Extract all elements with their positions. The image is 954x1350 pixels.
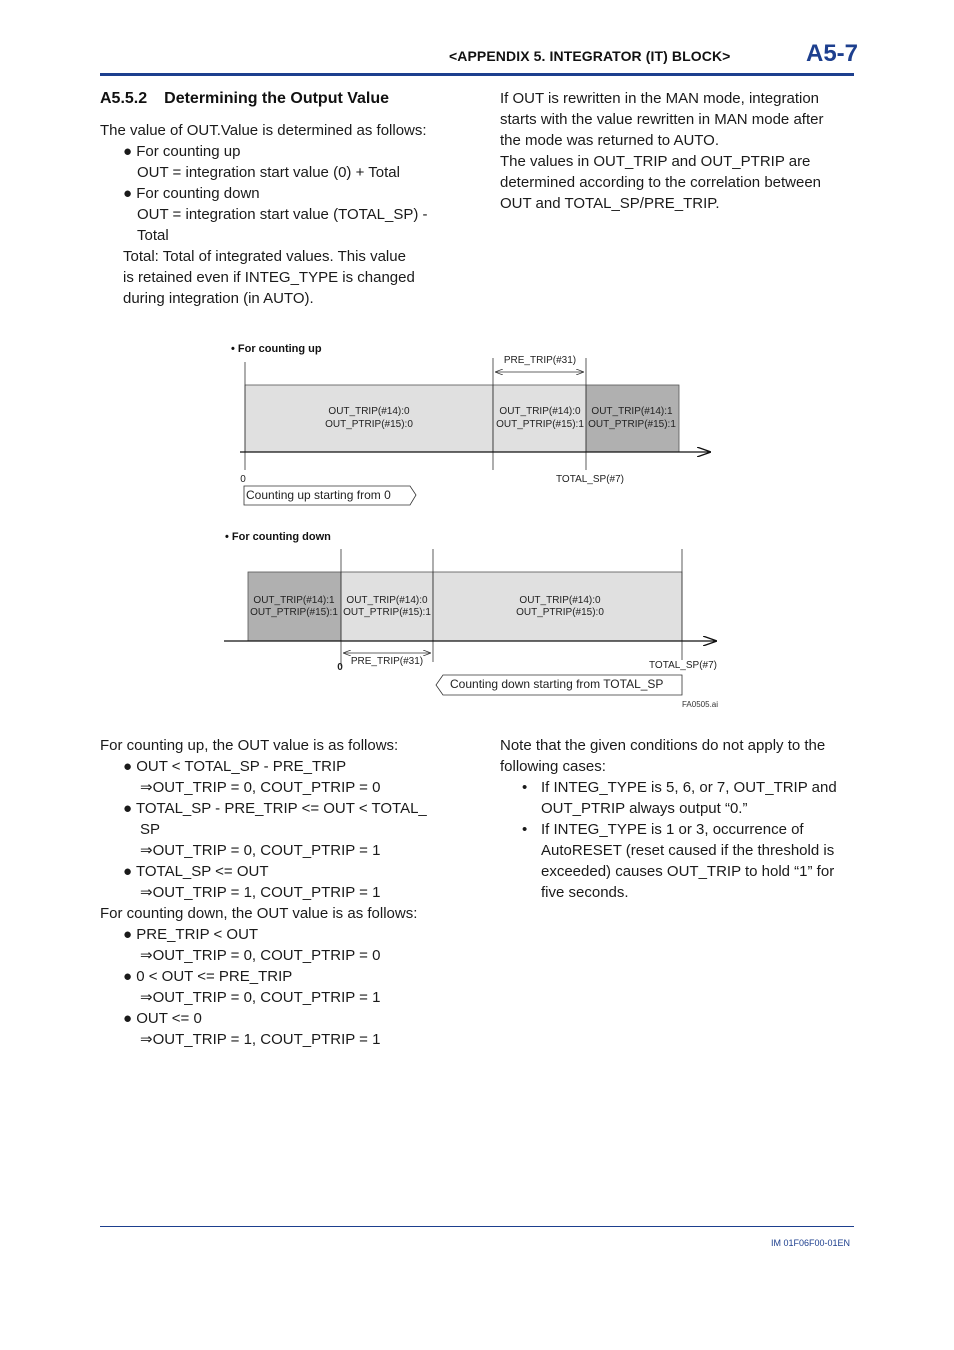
up-zero-label: 0	[240, 474, 246, 485]
section-number: A5.5.2	[100, 90, 148, 107]
down-region-1-line1: OUT_TRIP(#14):1	[253, 595, 335, 606]
page-number: A5-7	[806, 40, 859, 67]
right-bottom-text	[500, 735, 837, 903]
note-bullet-2-line2: AutoRESET (reset caused if the threshold is	[541, 842, 835, 859]
down-intro: For counting down, the OUT value is as follows:	[100, 905, 418, 922]
figure-id: FA0505.ai	[681, 700, 719, 709]
counting-up-label: • For counting up	[231, 343, 322, 355]
up-region-2-line2: OUT_PTRIP(#15):1	[496, 419, 584, 430]
intro-text: The value of OUT.Value is determined as follows:	[100, 122, 427, 139]
right-line: The values in OUT_TRIP and OUT_PTRIP are	[500, 153, 811, 170]
note-line-1: Note that the given conditions do not apply to the	[500, 737, 826, 754]
up-totalsp-label: TOTAL_SP(#7)	[556, 474, 624, 485]
right-line: If OUT is rewritten in the MAN mode, integration	[500, 90, 820, 107]
total-note-1: Total: Total of integrated values. This value	[123, 248, 406, 265]
down-region-2-line1: OUT_TRIP(#14):0	[346, 595, 428, 606]
right-line: starts with the value rewritten in MAN mode after	[500, 111, 824, 128]
up-result-2: ⇒OUT_TRIP = 0, COUT_PTRIP = 1	[140, 842, 381, 859]
up-region-3-line2: OUT_PTRIP(#15):1	[588, 419, 676, 430]
down-result-1: ⇒OUT_TRIP = 0, COUT_PTRIP = 0	[140, 947, 381, 964]
right-line: the mode was returned to AUTO.	[500, 132, 720, 149]
formula-counting-up: OUT = integration start value (0) + Total	[137, 164, 400, 181]
note-bullet-2-line4: five seconds.	[541, 884, 629, 901]
down-region-3-line1: OUT_TRIP(#14):0	[519, 595, 601, 606]
down-condition-2: ● 0 < OUT <= PRE_TRIP	[123, 968, 293, 985]
down-totalsp-label: TOTAL_SP(#7)	[649, 660, 717, 671]
up-intro: For counting up, the OUT value is as follows:	[100, 737, 399, 754]
left-bottom-text	[100, 735, 427, 1050]
up-condition-3: ● TOTAL_SP <= OUT	[123, 863, 269, 880]
up-result-1: ⇒OUT_TRIP = 0, COUT_PTRIP = 0	[140, 779, 381, 796]
up-condition-1: ● OUT < TOTAL_SP - PRE_TRIP	[123, 758, 347, 775]
down-result-3: ⇒OUT_TRIP = 1, COUT_PTRIP = 1	[140, 1031, 381, 1048]
up-region-1-line1: OUT_TRIP(#14):0	[328, 406, 410, 417]
up-result-3: ⇒OUT_TRIP = 1, COUT_PTRIP = 1	[140, 884, 381, 901]
section-title: Determining the Output Value	[164, 90, 390, 107]
note-bullet-1-line2: OUT_PTRIP always output “0.”	[541, 800, 748, 817]
up-condition-2b: SP	[140, 821, 161, 838]
running-header: <APPENDIX 5. INTEGRATOR (IT) BLOCK>	[449, 48, 731, 64]
counting-down-label: • For counting down	[225, 531, 331, 543]
up-region-1-line2: OUT_PTRIP(#15):0	[325, 419, 413, 430]
note-line-2: following cases:	[500, 758, 606, 775]
down-zero-label: 0	[337, 662, 343, 673]
counting-down-arrow-label: Counting down starting from TOTAL_SP	[450, 677, 664, 691]
note-bullet-2-line3: exceeded) causes OUT_TRIP to hold “1” for	[541, 863, 835, 880]
down-condition-3: ● OUT <= 0	[123, 1010, 202, 1027]
down-result-2: ⇒OUT_TRIP = 0, COUT_PTRIP = 1	[140, 989, 381, 1006]
down-pretrip-label: PRE_TRIP(#31)	[350, 656, 424, 667]
right-line: OUT and TOTAL_SP/PRE_TRIP.	[500, 195, 720, 212]
bullet-dot: •	[522, 821, 528, 838]
footer-rule	[100, 1226, 854, 1227]
down-region-1-line2: OUT_PTRIP(#15):1	[250, 607, 338, 618]
up-region-2-line1: OUT_TRIP(#14):0	[499, 406, 581, 417]
down-region-3-line2: OUT_PTRIP(#15):0	[516, 607, 604, 618]
bullet-counting-down: ● For counting down	[123, 185, 260, 202]
down-region-2-line2: OUT_PTRIP(#15):1	[343, 607, 431, 618]
up-condition-2a: ● TOTAL_SP - PRE_TRIP <= OUT < TOTAL_	[123, 800, 427, 817]
bullet-counting-up: ● For counting up	[123, 143, 241, 160]
up-region-3-line1: OUT_TRIP(#14):1	[591, 406, 673, 417]
formula-counting-down-2: Total	[137, 227, 169, 244]
note-bullet-1	[500, 777, 837, 819]
down-condition-1: ● PRE_TRIP < OUT	[123, 926, 259, 943]
formula-counting-down-1: OUT = integration start value (TOTAL_SP) -	[137, 206, 428, 223]
note-bullet-2	[500, 819, 837, 903]
counting-up-arrow-label: Counting up starting from 0	[246, 488, 391, 502]
total-note-2: is retained even if INTEG_TYPE is changed	[123, 269, 415, 286]
total-note-3: during integration (in AUTO).	[123, 290, 314, 307]
document-code: IM 01F06F00-01EN	[771, 1238, 851, 1248]
bullet-dot: •	[522, 779, 528, 796]
right-line: determined according to the correlation between	[500, 174, 822, 191]
up-pretrip-label: PRE_TRIP(#31)	[503, 355, 577, 366]
note-bullet-2-line1: If INTEG_TYPE is 1 or 3, occurrence of	[541, 821, 804, 838]
note-bullet-1-line1: If INTEG_TYPE is 5, 6, or 7, OUT_TRIP and	[541, 779, 837, 796]
